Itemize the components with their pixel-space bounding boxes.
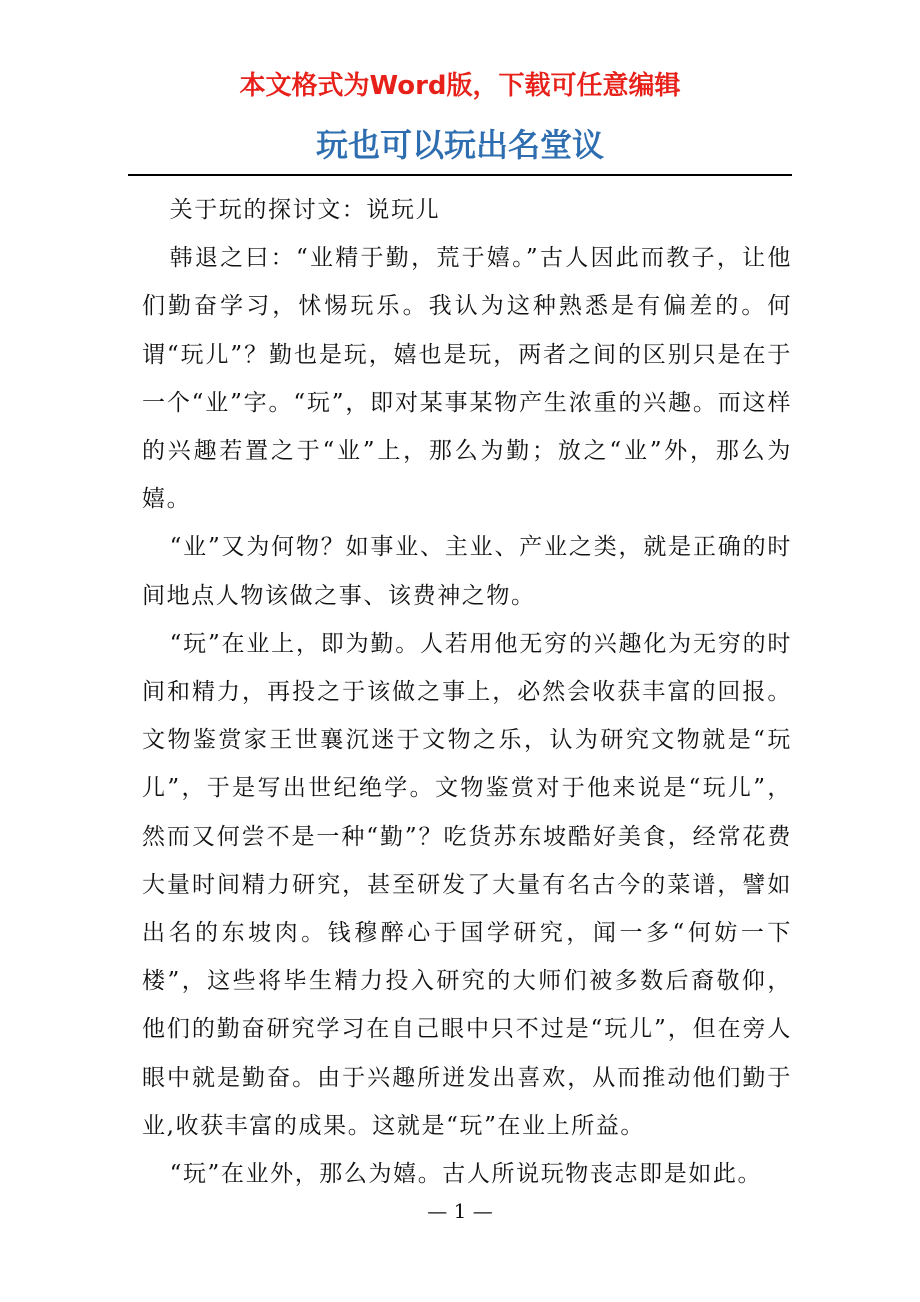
body-paragraph: “玩”在业外，那么为嬉。古人所说玩物丧志即是如此。 bbox=[169, 1161, 763, 1188]
subtitle-paragraph: 关于玩的探讨文：说玩儿 bbox=[169, 197, 441, 223]
body-paragraph: “玩”在业上，即为勤。人若用他无穷的兴趣化为无穷的时间和精力，再投之于该做之事上，必然会收获丰富的回报。文物鉴赏家王世襄沉迷于文物之乐，认为研究文物就是“玩儿”，于是写出世纪绝学。文物鉴赏对于他来说是“玩儿”，然而又何尝不是一种“勤”？吃货苏东坡酷好美食，经常花费大量时间精力研究，甚至研发了大量有名古今的菜谱，譬如出名的东坡肉。钱穆醉心于国学研究，闻一多“何妨一下楼”，这些将毕生精力投入研究的大师们被多数后裔敬仰，他们的勤奋研究学习在自己眼中只不过是“玩儿”，但在旁人眼中就是勤奋。由于兴趣所迸发出喜欢，从而推动他们勤于业,收获丰富的成果。这就是“玩”在业上所益。 bbox=[142, 630, 792, 1139]
title-divider bbox=[128, 174, 792, 176]
document-title: 玩也可以玩出名堂议 bbox=[315, 126, 604, 164]
body-paragraph: “业”又为何物？如事业、主业、产业之类，就是正确的时间地点人物该做之事、该费神之物。 bbox=[142, 534, 792, 609]
page-number: — 1 — bbox=[427, 1199, 493, 1223]
body-paragraph: 韩退之曰：“业精于勤，荒于嬉。”古人因此而教子，让他们勤奋学习，怵惕玩乐。我认为这种熟悉是有偏差的。何谓“玩儿”？勤也是玩，嬉也是玩，两者之间的区别只是在于一个“业”字。“玩”，即对某事某物产生浓重的兴趣。而这样的兴趣若置之于“业”上，那么为勤；放之“业”外，那么为嬉。 bbox=[142, 245, 792, 513]
document-body bbox=[142, 186, 792, 1198]
format-notice-banner: 本文格式为Word版，下载可任意编辑 bbox=[239, 71, 681, 101]
